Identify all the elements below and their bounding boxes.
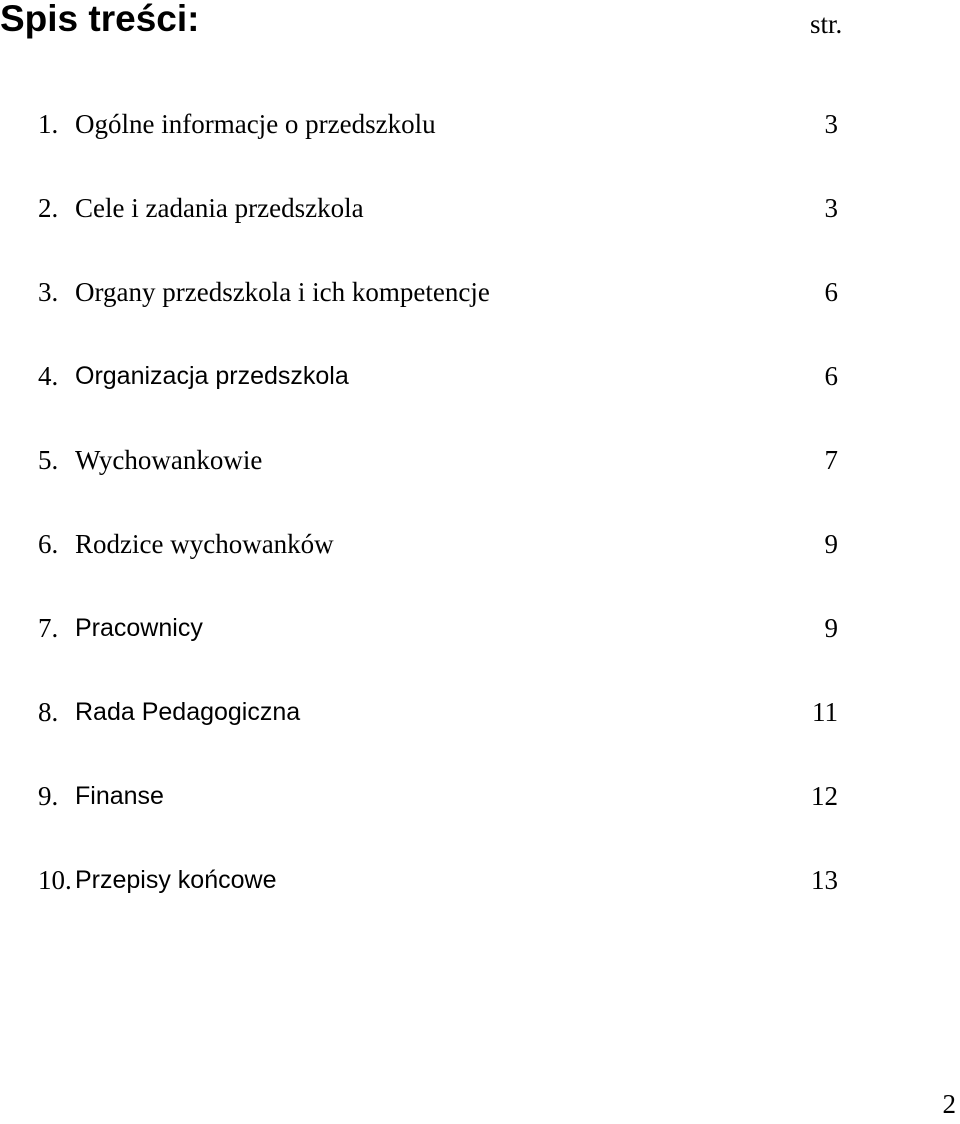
toc-entry-page: 3 (824, 109, 838, 139)
toc-entry-page: 12 (811, 781, 838, 811)
toc-entry-title: Ogólne informacje o przedszkolu (75, 109, 436, 139)
toc-entry[interactable] (0, 440, 960, 524)
page-number: 2 (942, 1089, 956, 1119)
toc-entry-number: 3. (38, 277, 59, 307)
toc-entry-number: 5. (38, 445, 59, 475)
toc-entry-page: 9 (824, 529, 838, 559)
toc-entry[interactable] (0, 608, 960, 692)
toc-page-column-header: str. (810, 9, 843, 39)
toc-entry[interactable] (0, 356, 960, 440)
toc-entry-page: 9 (824, 613, 838, 643)
toc-entry[interactable] (0, 692, 960, 776)
toc-entry-page: 6 (824, 361, 838, 391)
toc-entry-page: 6 (824, 277, 838, 307)
toc-entry-number: 4. (38, 361, 59, 391)
toc-entry-title: Pracownicy (75, 614, 203, 642)
toc-entry-page: 13 (811, 865, 838, 895)
toc-entry-page: 3 (824, 193, 838, 223)
toc-entry[interactable] (0, 272, 960, 356)
toc-entry-title: Przepisy końcowe (75, 866, 277, 894)
toc-entry-title: Cele i zadania przedszkola (75, 193, 364, 223)
toc-entry-number: 8. (38, 697, 59, 727)
toc-entry-number: 2. (38, 193, 59, 223)
toc-entry-number: 9. (38, 781, 59, 811)
toc-entry-title: Finanse (75, 782, 164, 810)
toc-entry-number: 1. (38, 109, 59, 139)
toc-entry[interactable] (0, 104, 960, 188)
toc-entry-number: 6. (38, 529, 59, 559)
toc-entry-title: Organizacja przedszkola (75, 362, 349, 390)
toc-entry[interactable] (0, 188, 960, 272)
toc-entry[interactable] (0, 860, 960, 944)
toc-list (0, 104, 960, 944)
toc-entry-title: Rada Pedagogiczna (75, 698, 301, 726)
toc-entry[interactable] (0, 524, 960, 608)
toc-title: Spis treści: (0, 0, 200, 39)
toc-entry-number: 10. (38, 865, 72, 895)
toc-entry[interactable] (0, 776, 960, 860)
toc-entry-page: 7 (824, 445, 838, 475)
toc-entry-title: Rodzice wychowanków (75, 529, 334, 559)
toc-entry-number: 7. (38, 613, 59, 643)
toc-entry-page: 11 (812, 697, 838, 727)
toc-entry-title: Wychowankowie (75, 445, 263, 475)
toc-entry-title: Organy przedszkola i ich kompetencje (75, 277, 490, 307)
